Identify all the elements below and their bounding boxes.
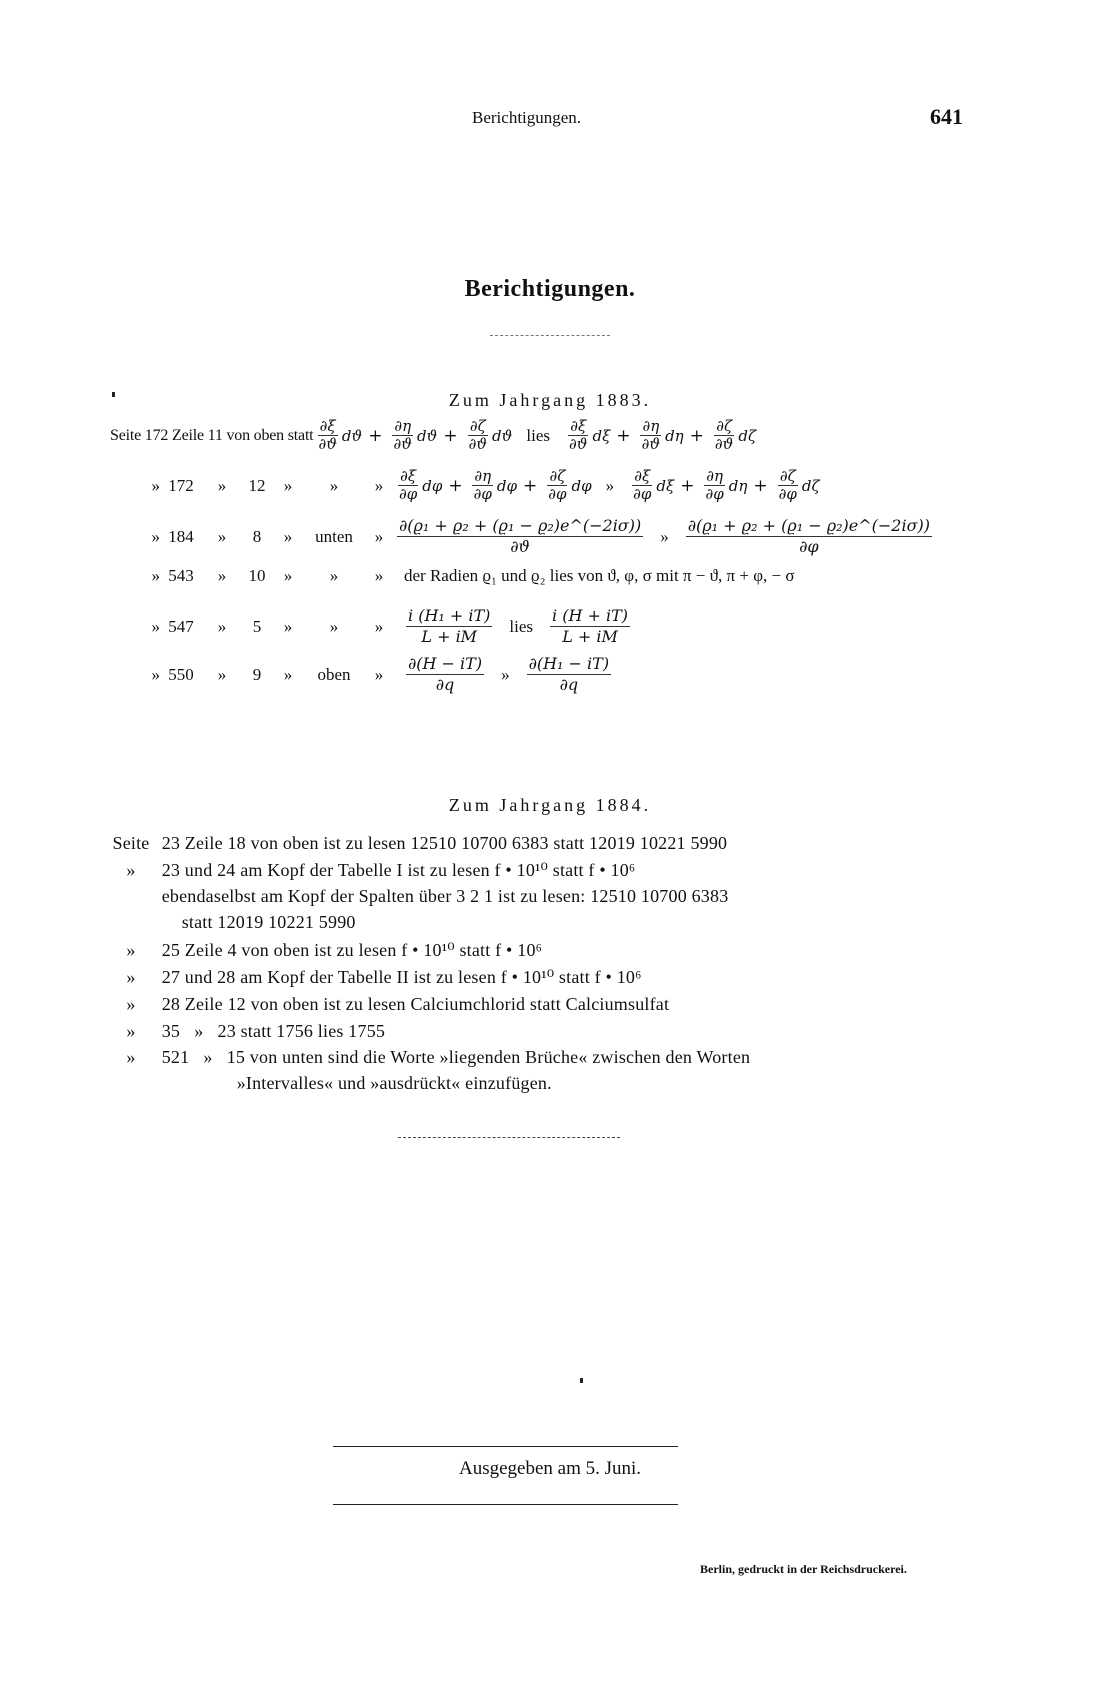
ditto-mark: » — [374, 526, 384, 546]
denominator: ∂φ — [548, 485, 567, 503]
partial-derivative — [713, 418, 735, 453]
page-ref: 543 — [168, 566, 194, 585]
formula-right — [686, 516, 932, 557]
numerator: ∂ξ — [319, 417, 336, 435]
erratum-1884-7 — [105, 1021, 385, 1042]
plus-operator: + — [689, 425, 704, 446]
erratum-1884-5 — [105, 967, 642, 988]
page-number: 641 — [930, 104, 963, 129]
ditto-mark: » — [126, 860, 136, 880]
formula-wrong — [394, 468, 592, 503]
denominator: ∂ϑ — [393, 435, 412, 453]
denominator: ∂ϑ — [641, 435, 661, 453]
ditto-mark: » — [151, 616, 160, 636]
correction-text: ebendaselbst am Kopf der Spalten über 3 2 1 ist zu lesen: 12510 10700 6383 — [161, 886, 729, 906]
ditto-mark: » — [151, 566, 160, 585]
stray-mark — [112, 392, 115, 397]
erratum-1883-6 — [110, 654, 614, 695]
correction-text: 23 Zeile 18 von oben ist zu lesen 12510 10700 6383 statt 12019 10221 5990 — [161, 833, 728, 853]
section-heading-1883: Zum Jahrgang 1883. — [448, 390, 652, 410]
numerator: ∂(H − iT) — [408, 654, 483, 673]
denominator: ∂φ — [633, 485, 652, 503]
ditto-mark: » — [217, 616, 227, 636]
line-ref: 8 — [252, 526, 262, 546]
stray-mark — [580, 1378, 583, 1383]
issue-date: Ausgegeben am 5. Juni. — [458, 1458, 642, 1479]
denominator: ∂φ — [705, 485, 724, 503]
differential: dζ — [738, 426, 757, 445]
denominator: ∂ϑ — [510, 537, 530, 556]
plus-operator: + — [523, 475, 538, 496]
denominator: ∂ϑ — [568, 435, 588, 453]
correction-text: 23 und 24 am Kopf der Tabelle I ist zu lesen f • 10¹⁰ statt f • 10⁶ — [161, 860, 636, 880]
section-heading-1884: Zum Jahrgang 1884. — [448, 795, 652, 815]
denominator: ∂q — [559, 675, 579, 694]
partial-derivative — [392, 418, 414, 453]
section-end-divider — [398, 1137, 620, 1138]
issue-rule-top — [333, 1446, 678, 1447]
ditto-mark: » — [126, 940, 136, 960]
erratum-1884-6 — [105, 994, 669, 1015]
erratum-1883-4 — [110, 566, 795, 586]
erratum-1884-3 — [105, 886, 728, 907]
correction-text: 521 » 15 von unten sind die Worte »liegenden Brüche« zwischen den Worten — [161, 1047, 751, 1067]
connector: » — [660, 526, 669, 546]
partial-derivative — [546, 468, 568, 503]
erratum-1883-2 — [110, 468, 820, 503]
position-ref: unten — [315, 526, 353, 546]
numerator: ∂η — [642, 417, 660, 435]
formula-right — [564, 418, 756, 453]
correction-text: 27 und 28 am Kopf der Tabelle II ist zu lesen f • 10¹⁰ statt f • 10⁶ — [161, 967, 642, 987]
ditto-mark: » — [151, 475, 160, 495]
correction-text: 35 » 23 statt 1756 lies 1755 — [161, 1021, 386, 1041]
ditto-mark: » — [151, 664, 160, 684]
plus-operator: + — [448, 475, 463, 496]
line-ref: 5 — [252, 616, 262, 636]
erratum-1884-1 — [105, 833, 727, 854]
ditto-mark: » — [283, 566, 293, 585]
page-ref: 547 — [168, 616, 194, 636]
ditto-mark: » — [374, 475, 384, 495]
partial-derivative — [316, 418, 338, 453]
ditto-mark: » — [217, 526, 227, 546]
numerator: ∂ξ — [400, 467, 417, 485]
formula-right — [628, 468, 820, 503]
formula-wrong — [406, 654, 484, 695]
position-ref: » — [329, 475, 339, 495]
connector: lies — [526, 425, 550, 445]
plus-operator: + — [753, 475, 768, 496]
plus-operator: + — [680, 475, 695, 496]
ditto-mark: » — [374, 616, 384, 636]
formula-wrong — [406, 606, 492, 647]
line-ref: 9 — [252, 664, 262, 684]
page-ref: 184 — [168, 526, 194, 546]
ditto-mark: » — [217, 475, 227, 495]
erratum-prefix: Seite 172 Zeile 11 von oben statt — [110, 426, 314, 444]
formula-wrong — [313, 418, 512, 453]
numerator: ∂(ϱ₁ + ϱ₂ + (ϱ₁ − ϱ₂)e^(−2iσ)) — [687, 516, 930, 535]
correction-text: »Intervalles« und »ausdrückt« einzufügen. — [236, 1073, 552, 1093]
erratum-1884-2 — [105, 860, 635, 881]
denominator: ∂q — [435, 675, 455, 694]
numerator: ∂ξ — [634, 467, 651, 485]
formula-right — [550, 606, 630, 647]
line-ref: 10 — [248, 566, 266, 585]
differential: dφ — [496, 476, 517, 495]
numerator: ∂η — [394, 417, 412, 435]
correction-text: 25 Zeile 4 von oben ist zu lesen f • 10¹⁰ statt f • 10⁶ — [161, 940, 543, 960]
page-ref: 550 — [168, 664, 194, 684]
position-ref: » — [329, 616, 339, 636]
correction-text: der Radien ϱ₁ und ϱ₂ lies von ϑ, φ, σ mit π − ϑ, π + φ, − σ — [404, 566, 795, 585]
printer-imprint: Berlin, gedruckt in der Reichsdruckerei. — [700, 1562, 907, 1576]
differential: dϑ — [341, 426, 363, 445]
ditto-mark: » — [283, 526, 293, 546]
differential: dϑ — [492, 426, 513, 445]
ditto-mark: » — [217, 664, 227, 684]
ditto-mark: » — [126, 1021, 136, 1041]
denominator: L + iM — [562, 627, 618, 646]
erratum-1883-3 — [110, 516, 935, 557]
ditto-mark: » — [217, 566, 227, 585]
numerator: ∂η — [706, 467, 724, 485]
ditto-mark: » — [374, 664, 384, 684]
numerator: ∂ζ — [549, 467, 566, 485]
ditto-mark: » — [374, 566, 384, 585]
denominator: ∂ϑ — [318, 435, 337, 453]
position-ref: oben — [317, 664, 351, 684]
page-ref: 172 — [168, 475, 194, 495]
running-head-title: Berichtigungen. — [472, 108, 582, 127]
partial-derivative — [704, 468, 726, 503]
issue-rule-bottom — [333, 1504, 678, 1505]
numerator: ∂ζ — [716, 417, 733, 435]
plus-operator: + — [443, 425, 458, 446]
partial-derivative — [397, 468, 419, 503]
ditto-mark: » — [151, 526, 160, 546]
partial-derivative — [640, 418, 662, 453]
partial-derivative — [472, 468, 494, 503]
ditto-mark: » — [126, 994, 136, 1014]
title-divider — [490, 335, 610, 336]
erratum-1883-5 — [110, 606, 633, 647]
differential: dη — [665, 426, 684, 445]
differential: dφ — [422, 476, 443, 495]
ditto-mark: » — [126, 1047, 136, 1067]
partial-derivative — [467, 418, 489, 453]
correction-text: 28 Zeile 12 von oben ist zu lesen Calciumchlorid statt Calciumsulfat — [161, 994, 670, 1014]
differential: dη — [728, 476, 748, 495]
differential: dζ — [801, 476, 820, 495]
correction-text: statt 12019 10221 5990 — [181, 912, 356, 932]
entry-mark: Seite — [112, 833, 150, 853]
denominator: ∂φ — [473, 485, 492, 503]
ditto-mark: » — [283, 616, 293, 636]
plus-operator: + — [616, 425, 631, 446]
ditto-mark: » — [126, 967, 136, 987]
plus-operator: + — [368, 425, 383, 446]
partial-derivative — [631, 468, 653, 503]
erratum-1883-1 — [110, 418, 756, 453]
denominator: ∂φ — [778, 485, 797, 503]
connector: lies — [509, 616, 534, 636]
line-ref: 12 — [248, 475, 266, 495]
numerator: ∂η — [474, 467, 492, 485]
partial-derivative — [567, 418, 589, 453]
denominator: L + iM — [421, 627, 478, 646]
differential: dξ — [592, 426, 611, 445]
connector: » — [501, 664, 510, 684]
page-title: Berichtigungen. — [464, 276, 636, 302]
connector: » — [605, 475, 615, 495]
formula-wrong — [397, 516, 643, 557]
differential: dξ — [656, 476, 675, 495]
numerator: ∂(H₁ − iT) — [528, 654, 610, 673]
numerator: ∂ζ — [779, 467, 796, 485]
denominator: ∂φ — [799, 537, 819, 556]
partial-derivative — [777, 468, 799, 503]
formula-right — [527, 654, 612, 695]
differential: dϑ — [416, 426, 438, 445]
ditto-mark: » — [283, 475, 293, 495]
numerator: i (H + iT) — [552, 606, 629, 625]
numerator: ∂(ϱ₁ + ϱ₂ + (ϱ₁ − ϱ₂)e^(−2iσ)) — [399, 516, 642, 535]
position-ref: » — [329, 566, 339, 585]
differential: dφ — [571, 476, 592, 495]
numerator: ∂ξ — [570, 417, 587, 435]
denominator: ∂ϑ — [714, 435, 734, 453]
erratum-1884-4 — [105, 940, 542, 961]
denominator: ∂φ — [399, 485, 418, 503]
numerator: i (H₁ + iT) — [408, 606, 491, 625]
erratum-1884-8-cont — [232, 1073, 552, 1094]
denominator: ∂ϑ — [468, 435, 488, 453]
ditto-mark: » — [283, 664, 293, 684]
numerator: ∂ζ — [469, 417, 486, 435]
erratum-1884-8 — [105, 1047, 750, 1068]
erratum-1884-3-cont — [125, 912, 356, 933]
